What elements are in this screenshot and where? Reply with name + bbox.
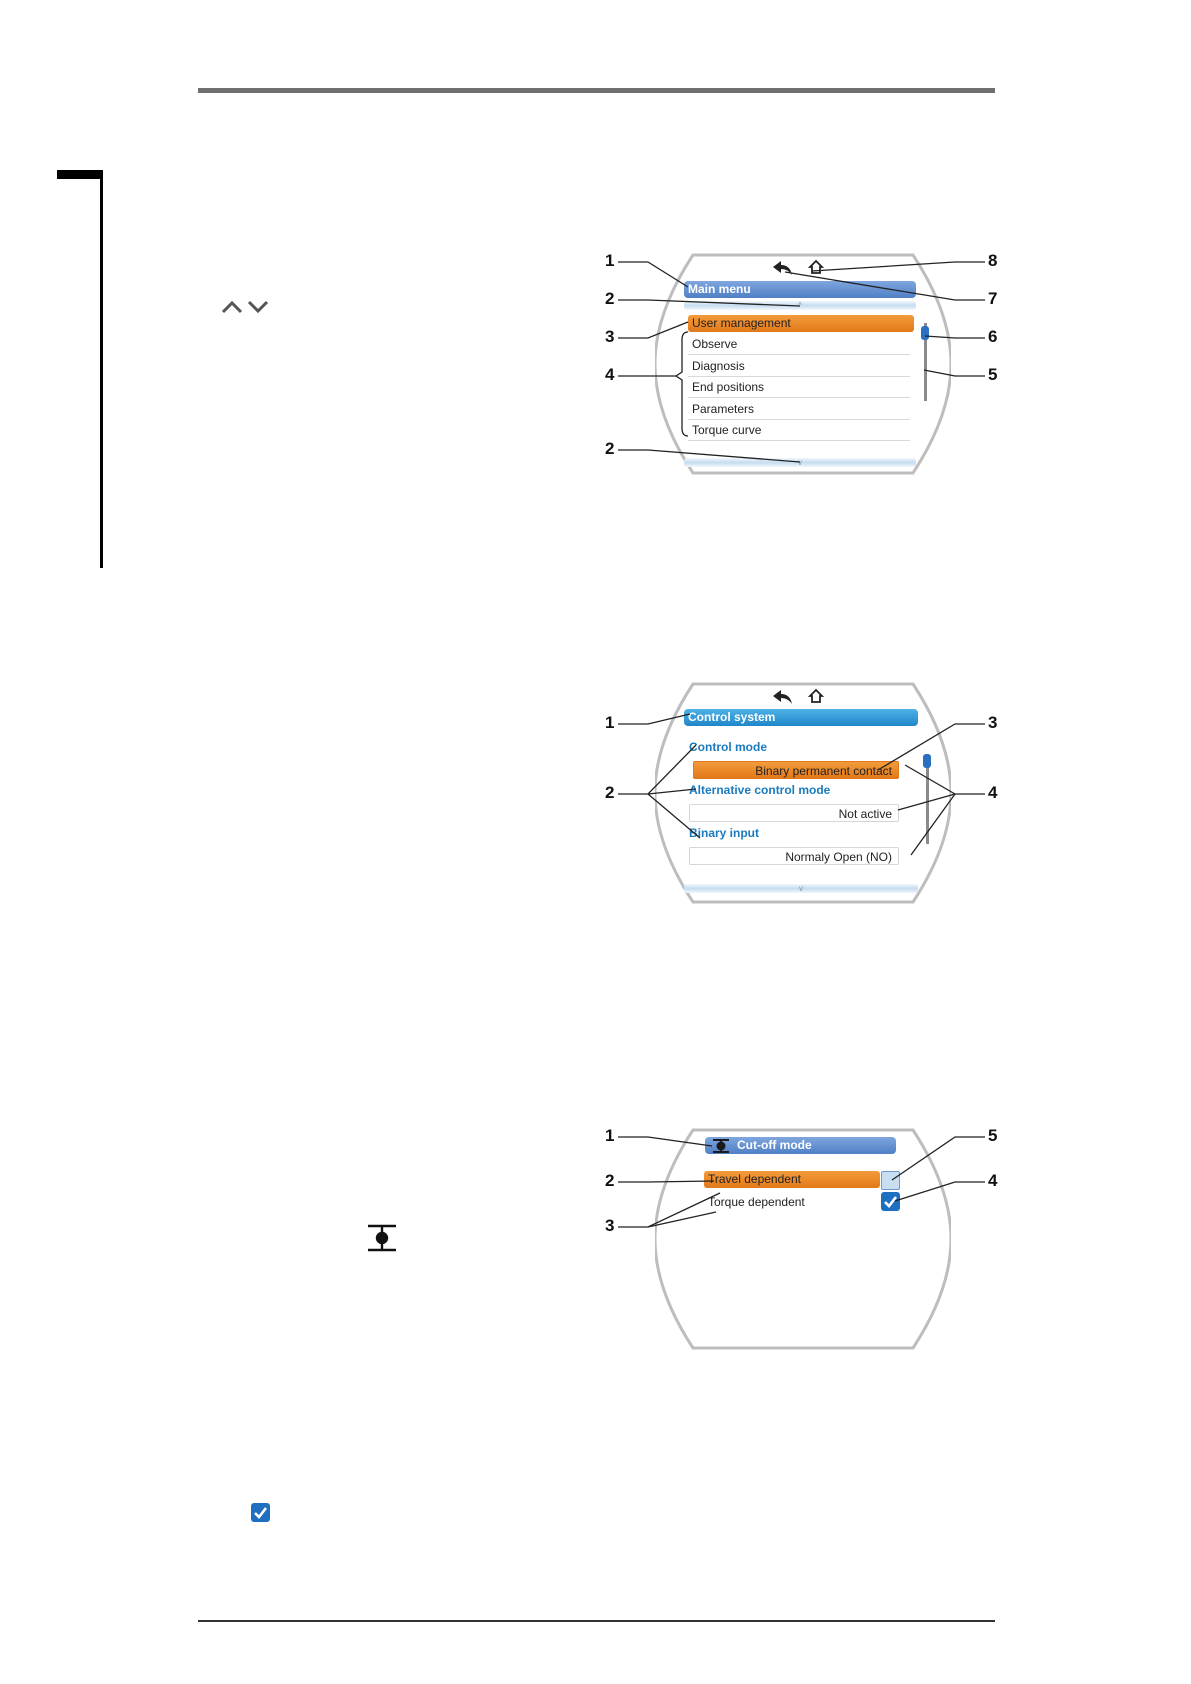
option-row[interactable]: Travel dependent bbox=[704, 1171, 880, 1188]
cutoff-mode-icon bbox=[711, 1138, 731, 1159]
menu-item[interactable]: Parameters bbox=[688, 399, 910, 420]
callout-4: 4 bbox=[605, 365, 615, 384]
scroll-down-indicator[interactable]: v bbox=[684, 458, 916, 467]
callout-3: 3 bbox=[605, 1216, 615, 1235]
callout-3: 3 bbox=[988, 713, 998, 732]
checkbox-checked-icon bbox=[251, 1503, 270, 1522]
display-control-system bbox=[655, 682, 951, 904]
chevron-down-icon bbox=[246, 298, 270, 321]
callout-1: 1 bbox=[605, 713, 615, 732]
parameter-value[interactable]: Binary permanent contact bbox=[693, 761, 899, 779]
callout-1: 1 bbox=[605, 251, 615, 270]
callout-5: 5 bbox=[988, 365, 998, 384]
menu-item[interactable]: User management bbox=[688, 315, 914, 332]
display-main-menu bbox=[655, 253, 951, 475]
home-icon[interactable] bbox=[808, 688, 824, 709]
chevron-up-icon bbox=[220, 298, 244, 321]
callout-7: 7 bbox=[988, 289, 998, 308]
option-row[interactable]: Torque dependent bbox=[708, 1195, 805, 1209]
callout-2: 2 bbox=[605, 1171, 615, 1190]
footer-rule bbox=[198, 1620, 995, 1622]
scrollbar-thumb[interactable] bbox=[921, 326, 929, 340]
checkbox-unchecked[interactable] bbox=[881, 1171, 900, 1190]
cutoff-mode-icon bbox=[366, 1224, 398, 1257]
parameter-label: Control mode bbox=[689, 740, 767, 754]
parameter-value[interactable]: Normaly Open (NO) bbox=[689, 847, 899, 865]
parameter-label: Alternative control mode bbox=[689, 783, 831, 797]
home-icon[interactable] bbox=[808, 259, 824, 280]
screen-title: Control system bbox=[684, 709, 918, 726]
parameter-label: Binary input bbox=[689, 826, 760, 840]
parameter-value[interactable]: Not active bbox=[689, 804, 899, 822]
scroll-up-indicator[interactable]: ^ bbox=[684, 301, 916, 310]
callout-8: 8 bbox=[988, 251, 998, 270]
callout-3: 3 bbox=[605, 327, 615, 346]
callout-4: 4 bbox=[988, 1171, 998, 1190]
scroll-down-indicator[interactable]: v bbox=[684, 884, 918, 893]
menu-item[interactable]: Torque curve bbox=[688, 420, 910, 441]
menu-item[interactable]: Observe bbox=[688, 334, 910, 355]
scrollbar-thumb[interactable] bbox=[923, 754, 931, 768]
screen-title: Main menu bbox=[684, 281, 916, 298]
callout-4: 4 bbox=[988, 783, 998, 802]
chapter-tab-marker bbox=[57, 170, 103, 179]
callout-2: 2 bbox=[605, 289, 615, 308]
menu-item[interactable]: Diagnosis bbox=[688, 356, 910, 377]
display-cutoff-mode bbox=[655, 1128, 951, 1350]
screen-title: Cut-off mode bbox=[705, 1137, 896, 1154]
change-bar bbox=[100, 170, 103, 568]
checkbox-checked[interactable] bbox=[881, 1192, 900, 1211]
back-arrow-icon[interactable] bbox=[772, 689, 794, 710]
callout-2-bottom: 2 bbox=[605, 439, 615, 458]
callout-5: 5 bbox=[988, 1126, 998, 1145]
back-arrow-icon[interactable] bbox=[772, 260, 794, 281]
menu-item[interactable]: End positions bbox=[688, 377, 910, 398]
header-rule bbox=[198, 88, 995, 93]
callout-6: 6 bbox=[988, 327, 998, 346]
scrollbar-track[interactable] bbox=[926, 762, 929, 844]
callout-2: 2 bbox=[605, 783, 615, 802]
callout-1: 1 bbox=[605, 1126, 615, 1145]
